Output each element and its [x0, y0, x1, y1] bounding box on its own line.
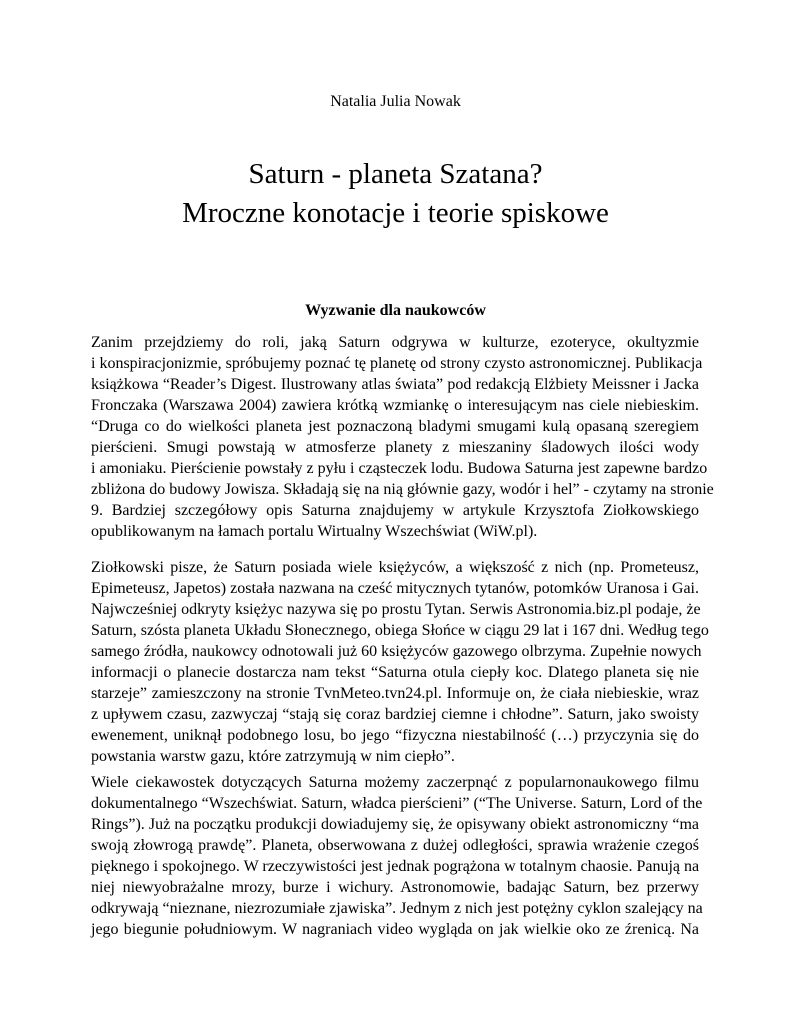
- paragraph-line: informacji o planecie dostarcza nam tekst “Saturna otula ciepły koc. Dlatego planeta się nie: [91, 664, 699, 681]
- paragraph-line: Rings”). Już na początku produkcji dowiadujemy się, że opisywany obiekt astronomiczny “ma: [91, 816, 699, 833]
- paragraph-line: i konspiracjonizmie, spróbujemy poznać tę planetę od strony czysto astronomicznej. Publikacja: [91, 355, 703, 372]
- paragraph-line: opublikowanym na łamach portalu Wirtualny Wszechświat (WiW.pl).: [91, 523, 538, 540]
- paragraph-line: pierścieni. Smugi powstają w atmosferze planety z mieszaniny śladowych ilości wody: [91, 439, 699, 456]
- paragraph-line: jego biegunie południowym. W nagraniach video wygląda on jak wielkie oko ze źrenicą. Na: [91, 921, 699, 938]
- title-line-2: Mroczne konotacje i teorie spiskowe: [182, 197, 609, 229]
- paragraph-line: powstania warstw gazu, które zatrzymują w nim ciepło”.: [91, 748, 455, 765]
- paragraph-line: pięknego i spokojnego. W rzeczywistości jest jednak pogrążona w totalnym chaosie. Panują na: [91, 858, 700, 875]
- document-title: [0, 155, 791, 233]
- paragraph-line: książkowa “Reader’s Digest. Ilustrowany atlas świata” pod redakcją Elżbiety Meissner i Jacka: [91, 376, 699, 393]
- paragraph-line: “Druga co do wielkości planeta jest poznaczoną bladymi smugami kulą opasaną szeregiem: [91, 418, 699, 435]
- paragraph-line: swoją złowrogą prawdę”. Planeta, obserwowana z dużej odległości, sprawia wrażenie czegoś: [91, 837, 699, 854]
- paragraph-line: z upływem czasu, zazwyczaj “stają się coraz bardziej ciemne i chłodne”. Saturn, jako swoisty: [91, 706, 699, 723]
- paragraph-3: [91, 772, 703, 940]
- paragraph-line: i amoniaku. Pierścienie powstały z pyłu i cząsteczek lodu. Budowa Saturna jest zapewne bardzo: [91, 460, 708, 477]
- paragraph-line: Fronczaka (Warszawa 2004) zawiera krótką wzmiankę o interesującym nas ciele niebieskim.: [91, 397, 699, 414]
- paragraph-line: Epimeteusz, Japetos) została nazwana na cześć mitycznych tytanów, potomków Uranosa i Gai.: [91, 580, 699, 597]
- paragraph-line: Najwcześniej odkryty księżyc nazywa się po prostu Tytan. Serwis Astronomia.biz.pl podaje, że: [91, 601, 701, 618]
- paragraph-line: dokumentalnego “Wszechświat. Saturn, władca pierścieni” (“The Universe. Saturn, Lord of the: [91, 795, 703, 812]
- paragraph-line: ewenement, uniknął podobnego losu, bo jego “fizyczna niestabilność (…) przyczynia się do: [91, 727, 699, 744]
- paragraph-line: Saturn, szósta planeta Układu Słonecznego, obiega Słońce w ciągu 29 lat i 167 dni. Według tego: [91, 622, 709, 639]
- section-heading: Wyzwanie dla naukowców: [305, 302, 486, 319]
- paragraph-line: Wiele ciekawostek dotyczących Saturna możemy zaczerpnąć z popularnonaukowego filmu: [91, 774, 699, 791]
- paragraph-line: Ziołkowski pisze, że Saturn posiada wiele księżyców, a większość z nich (np. Prometeusz,: [91, 559, 699, 576]
- paragraph-line: odkrywają “nieznane, niezrozumiałe zjawiska”. Jednym z nich jest potężny cyklon szalejący na: [91, 900, 703, 917]
- paragraph-line: starzeje” zamieszczony na stronie TvnMeteo.tvn24.pl. Informuje on, że ciała niebieskie, wraz: [91, 685, 699, 702]
- title-line-1: Saturn - planeta Szatana?: [248, 158, 543, 190]
- paragraph-line: samego źródła, naukowcy odnotowali już 60 księżyców gazowego olbrzyma. Zupełnie nowych: [91, 643, 702, 660]
- paragraph-2: [91, 557, 709, 767]
- paragraph-line: Zanim przejdziemy do roli, jaką Saturn odgrywa w kulturze, ezoteryce, okultyzmie: [91, 334, 699, 351]
- paragraph-line: niej niewyobrażalne mrozy, burze i wichury. Astronomowie, badając Saturn, bez przerwy: [91, 879, 699, 896]
- author-name: Natalia Julia Nowak: [330, 93, 461, 110]
- paragraph-line: 9. Bardziej szczegółowy opis Saturna znajdujemy w artykule Krzysztofa Ziołkowskiego: [91, 502, 699, 519]
- paragraph-line: zbliżona do budowy Jowisza. Składają się na nią głównie gazy, wodór i hel” - czytamy na stronie: [91, 481, 714, 498]
- paragraph-1: [91, 332, 714, 542]
